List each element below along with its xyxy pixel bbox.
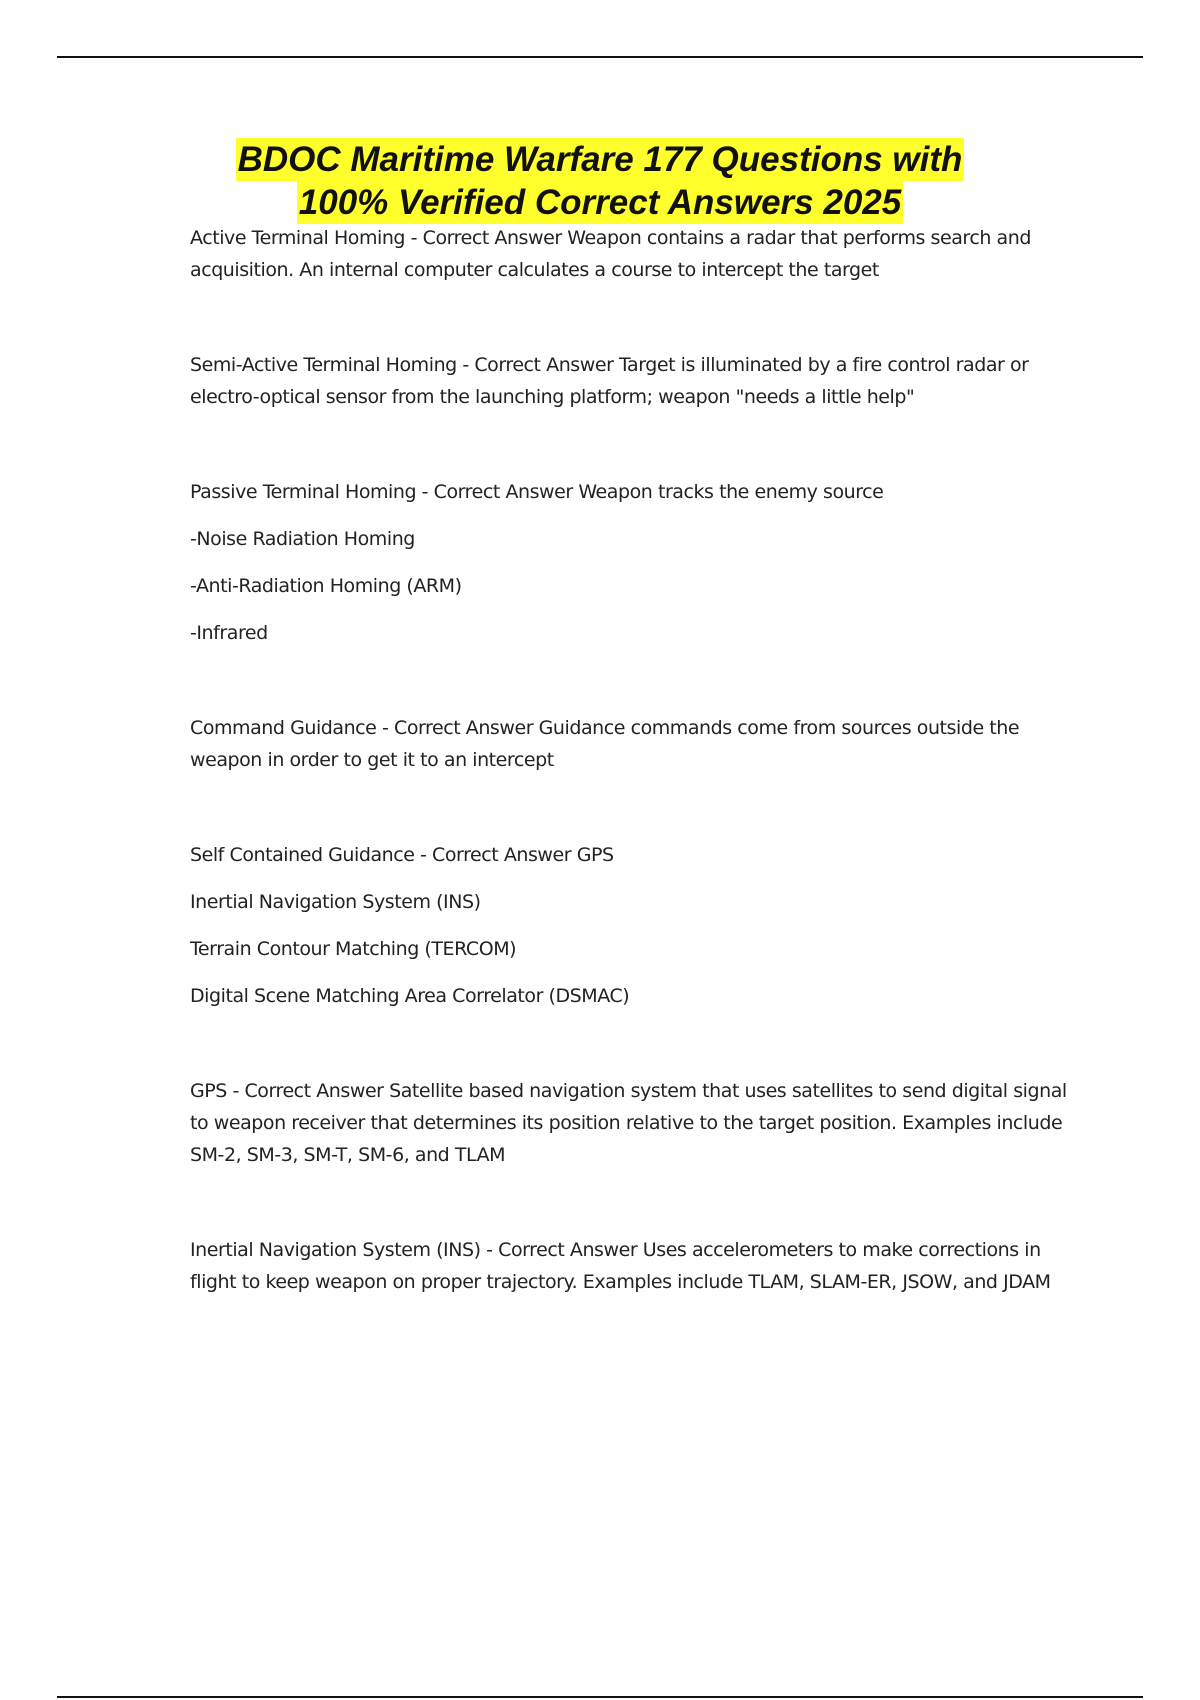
top-divider (57, 56, 1143, 58)
qa-entry (190, 839, 1070, 1012)
qa-subline: Inertial Navigation System (INS) (190, 891, 481, 913)
qa-text: Semi-Active Terminal Homing - Correct Answer Target is illuminated by a fire control radar or electro-optical sensor from the launching platform; weapon "needs a little help" (190, 354, 1029, 408)
qa-entry (190, 349, 1070, 413)
qa-text: Self Contained Guidance - Correct Answer GPS (190, 844, 614, 866)
qa-text: Passive Terminal Homing - Correct Answer Weapon tracks the enemy source (190, 481, 884, 503)
qa-subline: -Infrared (190, 622, 268, 644)
qa-text: Inertial Navigation System (INS) - Correct Answer Uses accelerometers to make corrections in flight to keep weapon on proper trajectory. Examples include TLAM, SLAM-ER, JSOW, and JDAM (190, 1239, 1051, 1293)
title-line-2: 100% Verified Correct Answers 2025 (298, 183, 902, 222)
bottom-divider (57, 1696, 1143, 1698)
qa-entry (190, 712, 1070, 776)
qa-text: GPS - Correct Answer Satellite based navigation system that uses satellites to send digital signal to weapon receiver that determines its position relative to the target position. Examples include SM-2, SM-3, SM-T, SM-6, and TLAM (190, 1080, 1067, 1166)
qa-subline: Terrain Contour Matching (TERCOM) (190, 938, 517, 960)
document-body (190, 222, 1070, 1298)
qa-entry (190, 1075, 1070, 1171)
qa-subline: -Anti-Radiation Homing (ARM) (190, 575, 462, 597)
qa-entry (190, 476, 1070, 649)
qa-entry (190, 222, 1070, 286)
qa-subline: -Noise Radiation Homing (190, 528, 415, 550)
qa-subline: Digital Scene Matching Area Correlator (DSMAC) (190, 985, 630, 1007)
qa-text: Active Terminal Homing - Correct Answer Weapon contains a radar that performs search and acquisition. An internal computer calculates a course to intercept the target (190, 227, 1031, 281)
qa-text: Command Guidance - Correct Answer Guidance commands come from sources outside the weapon in order to get it to an intercept (190, 717, 1020, 771)
document-title (0, 138, 1200, 224)
title-line-1: BDOC Maritime Warfare 177 Questions with (237, 140, 963, 179)
qa-entry (190, 1234, 1070, 1298)
